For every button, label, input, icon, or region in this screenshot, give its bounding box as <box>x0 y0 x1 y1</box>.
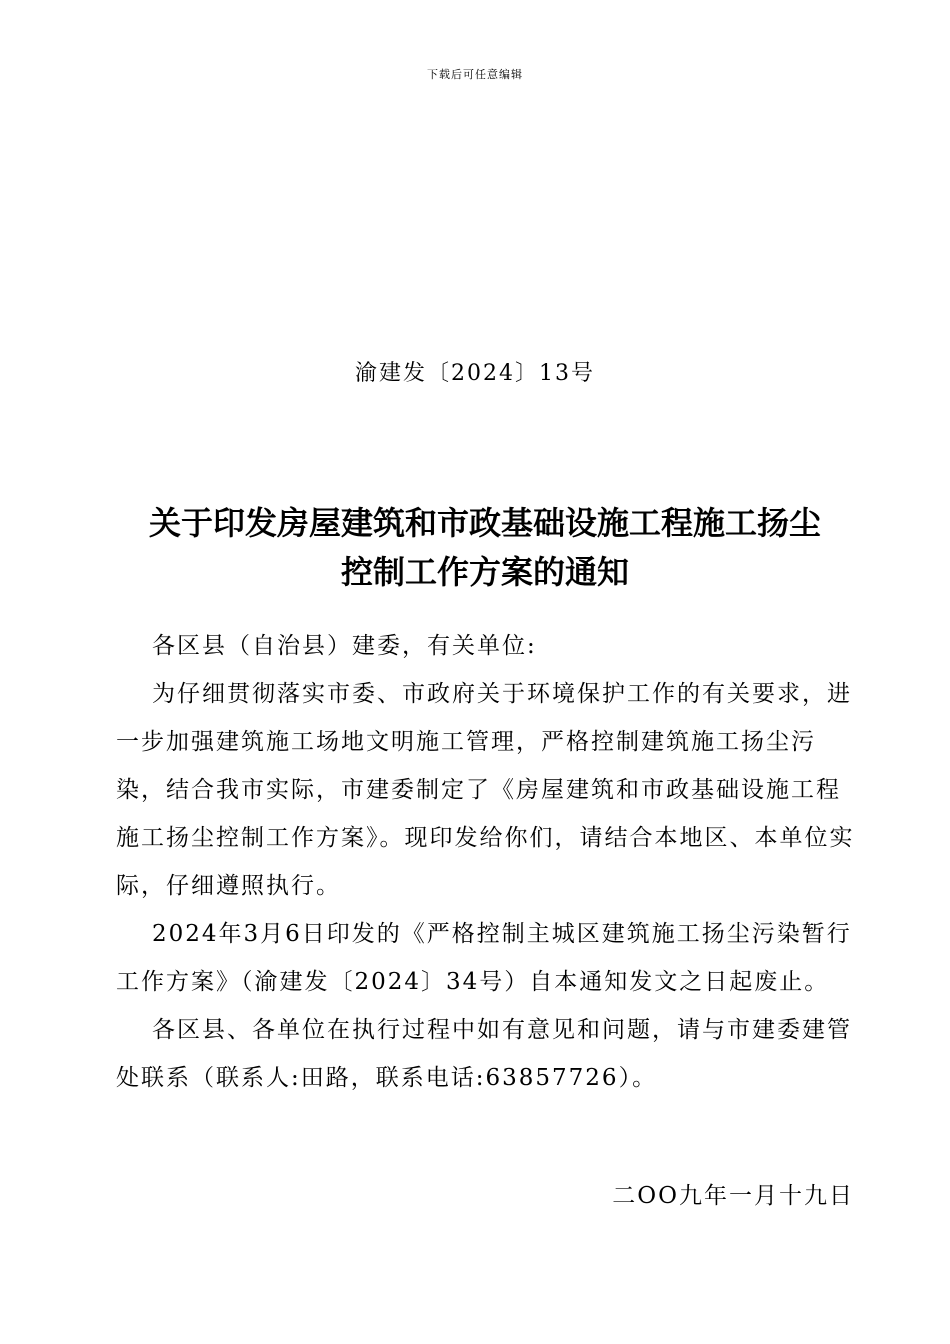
document-number: 渝建发〔2024〕13号 <box>355 361 595 386</box>
document-title-line-1: 关于印发房屋建筑和市政基础设施工程施工扬尘 <box>148 504 821 542</box>
header-note: 下载后可任意编辑 <box>427 68 523 81</box>
document-date: 二OO九年一月十九日 <box>612 1183 854 1209</box>
salutation: 各区县（自治县）建委，有关单位: <box>152 633 537 659</box>
body-paragraph-1: 为仔细贯彻落实市委、市政府关于环境保护工作的有关要求，进一步加强建筑施工场地文明施工管理，严格控制建筑施工扬尘污染，结合我市实际，市建委制定了《房屋建筑和市政基础设施工程施工扬尘控制工作方案》。现印发给你们，请结合本地区、本单位实际，仔细遵照执行。 <box>116 681 855 899</box>
document-title <box>100 499 870 597</box>
document-title-line-2: 控制工作方案的通知 <box>340 553 629 591</box>
body-paragraph-3: 各区县、各单位在执行过程中如有意见和问题，请与市建委建管处联系（联系人:田路，联系电话:63857726）。 <box>116 1017 852 1091</box>
document-body <box>116 622 856 1102</box>
body-paragraph-2: 2024年3月6日印发的《严格控制主城区建筑施工扬尘污染暂行工作方案》（渝建发〔2024〕34号）自本通知发文之日起废止。 <box>116 921 852 995</box>
